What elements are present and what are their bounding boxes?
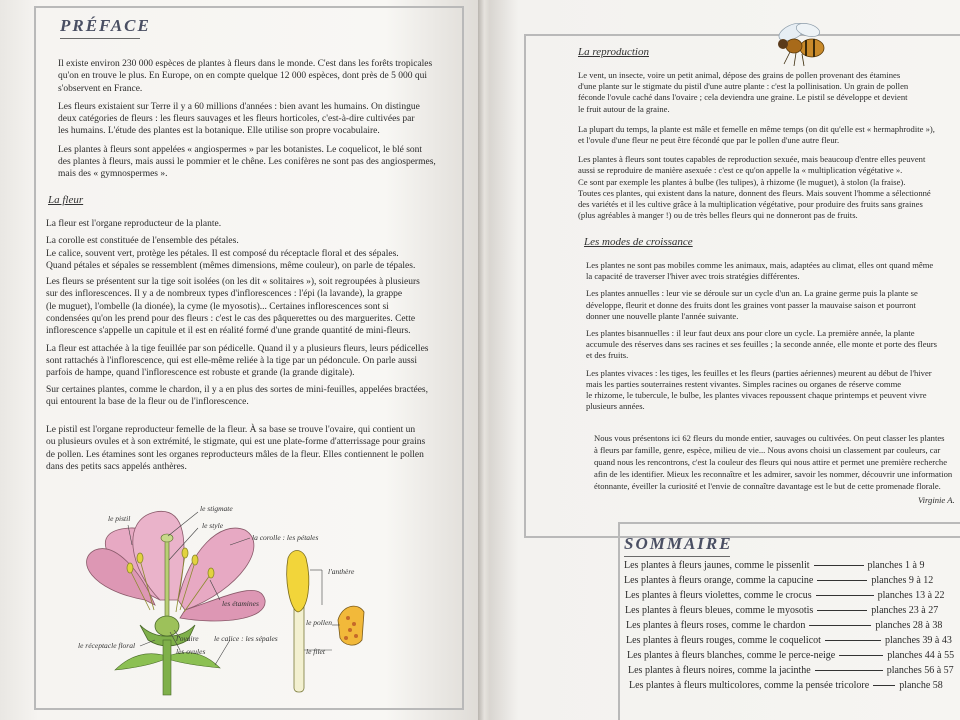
label-pistil: le pistil	[108, 514, 131, 523]
fleur-line: Les fleurs se présentent sur la tige soit isolées (on les dit « solitaires »), soit regroupées à plusieurs	[46, 277, 420, 288]
fleur-section	[46, 218, 428, 408]
modes-line: accumule des réserves dans ses racines et ses feuilles ; la seconde année, elle monte et porte des fleurs	[586, 339, 938, 350]
pistil-line: dans des petits sacs appelés anthères.	[46, 461, 187, 472]
presentation-line: étonnante, éveiller la curiosité et l'envie de connaître davantage est le but de cette promenade florale.	[594, 481, 941, 491]
modes-line: la capacité de traverser l'hiver avec trois stratégies différentes.	[586, 271, 800, 282]
fleur-line: condensées qu'on les prend pour des fleurs : c'est le cas des pâquerettes ou des marguerites. Cette	[46, 314, 416, 325]
modes-line: et des fruits.	[586, 350, 629, 361]
ovary	[155, 616, 179, 636]
pollen-sac	[338, 606, 364, 645]
modes-line: Les plantes ne sont pas mobiles comme les animaux, mais, adaptées au climat, elles ont quand même	[586, 260, 934, 270]
repro-line: et l'ovule d'une fleur ne peut être fécondé que par le pollen d'une autre fleur.	[578, 135, 840, 146]
fleur-line: Le calice, souvent vert, protège les pétales. Il est composé du réceptacle floral et des sépales.	[46, 248, 399, 259]
modes-line: donner une nouvelle plante l'année suivante.	[586, 310, 739, 321]
bee-illustration	[772, 20, 832, 70]
sommaire-row[interactable]: Les plantes à fleurs noires, comme la jacinthe planches 56 à 57	[628, 665, 954, 676]
fleur-line: inflorescence s'appelle un capitule et il est en réalité formé d'une grande quantité de mini-fleurs.	[46, 326, 411, 337]
intro-line: des plantes à fleurs, mais aussi le pommier et le chêne. Les conifères ne sont pas des angiospermes,	[58, 157, 436, 168]
modes-line: plusieurs années.	[586, 401, 645, 412]
repro-line: aussi se reproduire de manière asexuée : c'est ce qu'on appelle la « multiplication végétative ».	[578, 165, 903, 176]
preface-intro	[58, 58, 436, 181]
sommaire-row[interactable]: Les plantes à fleurs blanches, comme le perce-neige planches 44 à 55	[627, 650, 955, 661]
sommaire-row[interactable]: Les plantes à fleurs rouges, comme le coquelicot planches 39 à 43	[626, 635, 952, 646]
modes-line: Les plantes bisannuelles : il leur faut deux ans pour clore un cycle. La première année, la plante	[586, 328, 915, 339]
fleur-line: Quand pétales et sépales se ressemblent (mêmes dimensions, même couleur), on parle de tépales.	[46, 260, 416, 271]
repro-line: Ce sont par exemple les plantes à bulbe (les tulipes), à rhizome (le muguet), à stolon (la fraise).	[578, 176, 906, 187]
repro-line: La plupart du temps, la plante est mâle et femelle en même temps (on dit qu'elle est « hermaphrodite »),	[578, 123, 935, 134]
fleur-line: Sur certaines plantes, comme le chardon, il y a en plus des sortes de mini-feuilles, appelées bractées,	[46, 384, 428, 395]
sepal-left	[115, 654, 163, 670]
intro-line: Les plantes à fleurs sont appelées « angiospermes » par les botanistes. Le coquelicot, le blé sont	[58, 144, 423, 155]
modes-line: mais les parties souterraines restent vivantes. Simples racines ou organes de réserve comme	[586, 378, 902, 389]
presentation-line: quand nous les rencontrons, c'est la couleur des fleurs qui nous attire et permet une première recherche	[594, 457, 948, 467]
modes-line: développe, fleurit et donne des fruits dont les graines vont passer la mauvaise saison et pourront	[586, 299, 916, 310]
sommaire-row[interactable]: Les plantes à fleurs bleues, comme le myosotis planches 23 à 27	[625, 605, 939, 616]
fleur-line: La fleur est attachée à la tige feuillée par son pédicelle. Quand il y a plusieurs fleurs, leurs pédicelles	[46, 343, 429, 354]
repro-line: Le vent, un insecte, voire un petit animal, dépose des grains de pollen provenant des étamines	[578, 70, 901, 80]
intro-line: Il existe environ 230 000 espèces de plantes à fleurs dans le monde. C'est dans les forêts tropicales	[58, 59, 433, 69]
signature: Virginie A.	[918, 495, 955, 505]
label-ovaire: l'ovaire	[176, 634, 199, 643]
pistil-section	[46, 424, 425, 473]
modes-line: Les plantes annuelles : leur vie se déroule sur un cycle d'un an. La graine germe puis la plante se	[586, 288, 918, 299]
label-ovules: les ovules	[176, 647, 206, 656]
sommaire-row[interactable]: Les plantes à fleurs jaunes, comme le pissenlit planches 1 à 9	[624, 560, 925, 571]
intro-line: mais des « gymnospermes ».	[58, 169, 168, 180]
label-pollen: le pollen	[306, 618, 333, 627]
repro-line: d'une plante sur le stigmate du pistil d'une autre plante : c'est la pollinisation. Un grain de pollen	[578, 81, 909, 92]
fleur-line: parfois de hampe, quand l'inflorescence est robuste et grande (la grande digitale).	[46, 368, 355, 379]
pistil-line: Le pistil est l'organe reproducteur femelle de la fleur. À sa base se trouve l'ovaire, qui contient un	[46, 425, 416, 435]
modes-heading: Les modes de croissance	[584, 236, 693, 248]
intro-line: deux catégories de fleurs : les fleurs sauvages et les fleurs horticoles, c'est-à-dire cultivées par	[58, 114, 415, 125]
sommaire-row[interactable]: Les plantes à fleurs roses, comme le chardon planches 28 à 38	[626, 620, 943, 631]
fleur-heading: La fleur	[48, 194, 84, 206]
repro-line: Les plantes à fleurs sont toutes capables de reproduction sexuée, mais beaucoup d'entre elles peuvent	[578, 154, 926, 165]
label-corolle: la corolle : les pétales	[252, 533, 319, 542]
label-receptacle: le réceptacle floral	[78, 641, 136, 650]
modes-line: le rhizome, le tubercule, le bulbe, les plantes vivaces repoussent chaque printemps et peuvent vivre	[586, 390, 927, 401]
fleur-line: sur des inflorescences. Il y a de nombreux types d'inflorescences : l'épi (la lavande), la grappe	[46, 289, 403, 300]
intro-line: les humains. L'étude des plantes est la botanique. Elle utilise son propre vocabulaire.	[58, 126, 380, 137]
repro-line: (plus agréables à manger !) ou de très belles fleurs qui ne donneront pas de fruits.	[578, 210, 858, 221]
anther	[287, 551, 309, 613]
stigma	[161, 534, 173, 542]
label-stigmate: le stigmate	[200, 504, 233, 513]
modes-section	[586, 260, 937, 412]
right-page	[490, 0, 960, 720]
sommaire-row[interactable]: Les plantes à fleurs orange, comme la capucine planches 9 à 12	[624, 575, 934, 586]
label-style: le style	[202, 521, 224, 530]
modes-line: Les plantes vivaces : les tiges, les feuilles et les fleurs (parties aériennes) meurent au début de l'hiver	[586, 367, 932, 378]
label-etamines: les étamines	[222, 599, 259, 608]
preface-title: PRÉFACE	[60, 16, 151, 39]
pistil-line: ou plusieurs ovules et à son extrémité, le stigmate, qui est une plate-forme d'atterrissage pour grains	[46, 437, 426, 448]
sommaire-row[interactable]: Les plantes à fleurs violettes, comme le crocus planches 13 à 22	[625, 590, 945, 601]
fleur-line: sont rattachés à l'inflorescence, qui est elle-même reliée à la tige par un pédoncule. On parle aussi	[46, 355, 418, 366]
presentation-section	[594, 432, 952, 492]
fleur-line: La corolle est constituée de l'ensemble des pétales.	[46, 236, 239, 247]
pistil-style	[165, 540, 169, 618]
repro-line: féconde l'ovule caché dans l'ovaire ; cela deviendra une graine. Le pistil se développe et devient	[578, 92, 908, 103]
sommaire-title: SOMMAIRE	[624, 534, 733, 557]
sommaire-list	[624, 560, 960, 720]
fleur-line: qui entourent la base de la fleur ou de l'inflorescence.	[46, 396, 249, 407]
intro-line: qu'on en trouve le plus. En Europe, on en compte quelque 12 000 espèces, dont près de 5 000 qui	[58, 71, 427, 82]
pistil-line: de pollen. Les étamines sont les organes reproducteurs mâles de la fleur. Elles contiennent le pollen	[46, 449, 424, 460]
reproduction-heading: La reproduction	[578, 46, 649, 58]
repro-line: Toutes ces plantes, qui existent dans la nature, donnent des fleurs. Mais souvent l'homme a sélectionné	[578, 187, 931, 198]
repro-line: le fruit autour de la graine.	[578, 103, 670, 114]
reproduction-section	[578, 70, 935, 221]
presentation-line: Nous vous présentons ici 62 fleurs du monde entier, sauvages ou cultivées. On peut classer les plantes	[594, 433, 945, 443]
fleur-line: (le muguet), l'ombelle (la dionée), la cyme (le myosotis)... Certaines inflorescences sont si	[46, 301, 389, 312]
intro-line: Les fleurs existaient sur Terre il y a 60 millions d'années : bien avant les humains. On distingue	[58, 101, 420, 112]
stem	[163, 640, 171, 695]
presentation-line: afin de les identifier. Mieux les reconnaître et les admirer, savoir les nommer, découvrir une information	[594, 469, 953, 479]
intro-line: s'observent en France.	[58, 83, 143, 94]
presentation-line: à fleurs par famille, genre, espèce, milieu de vie... Nous avons choisi un classement par couleurs, car	[594, 445, 941, 455]
label-calice: le calice : les sépales	[214, 634, 278, 643]
label-filet: le filet	[306, 647, 325, 656]
repro-line: des variétés et il les cultive grâce à la multiplication végétative, pour produire des fruits sans graines	[578, 199, 923, 210]
sommaire-row[interactable]: Les plantes à fleurs multicolores, comme la pensée tricolore planche 58	[629, 680, 943, 691]
label-anthere: l'anthère	[328, 567, 355, 576]
fleur-line: La fleur est l'organe reproducteur de la plante.	[46, 219, 222, 229]
